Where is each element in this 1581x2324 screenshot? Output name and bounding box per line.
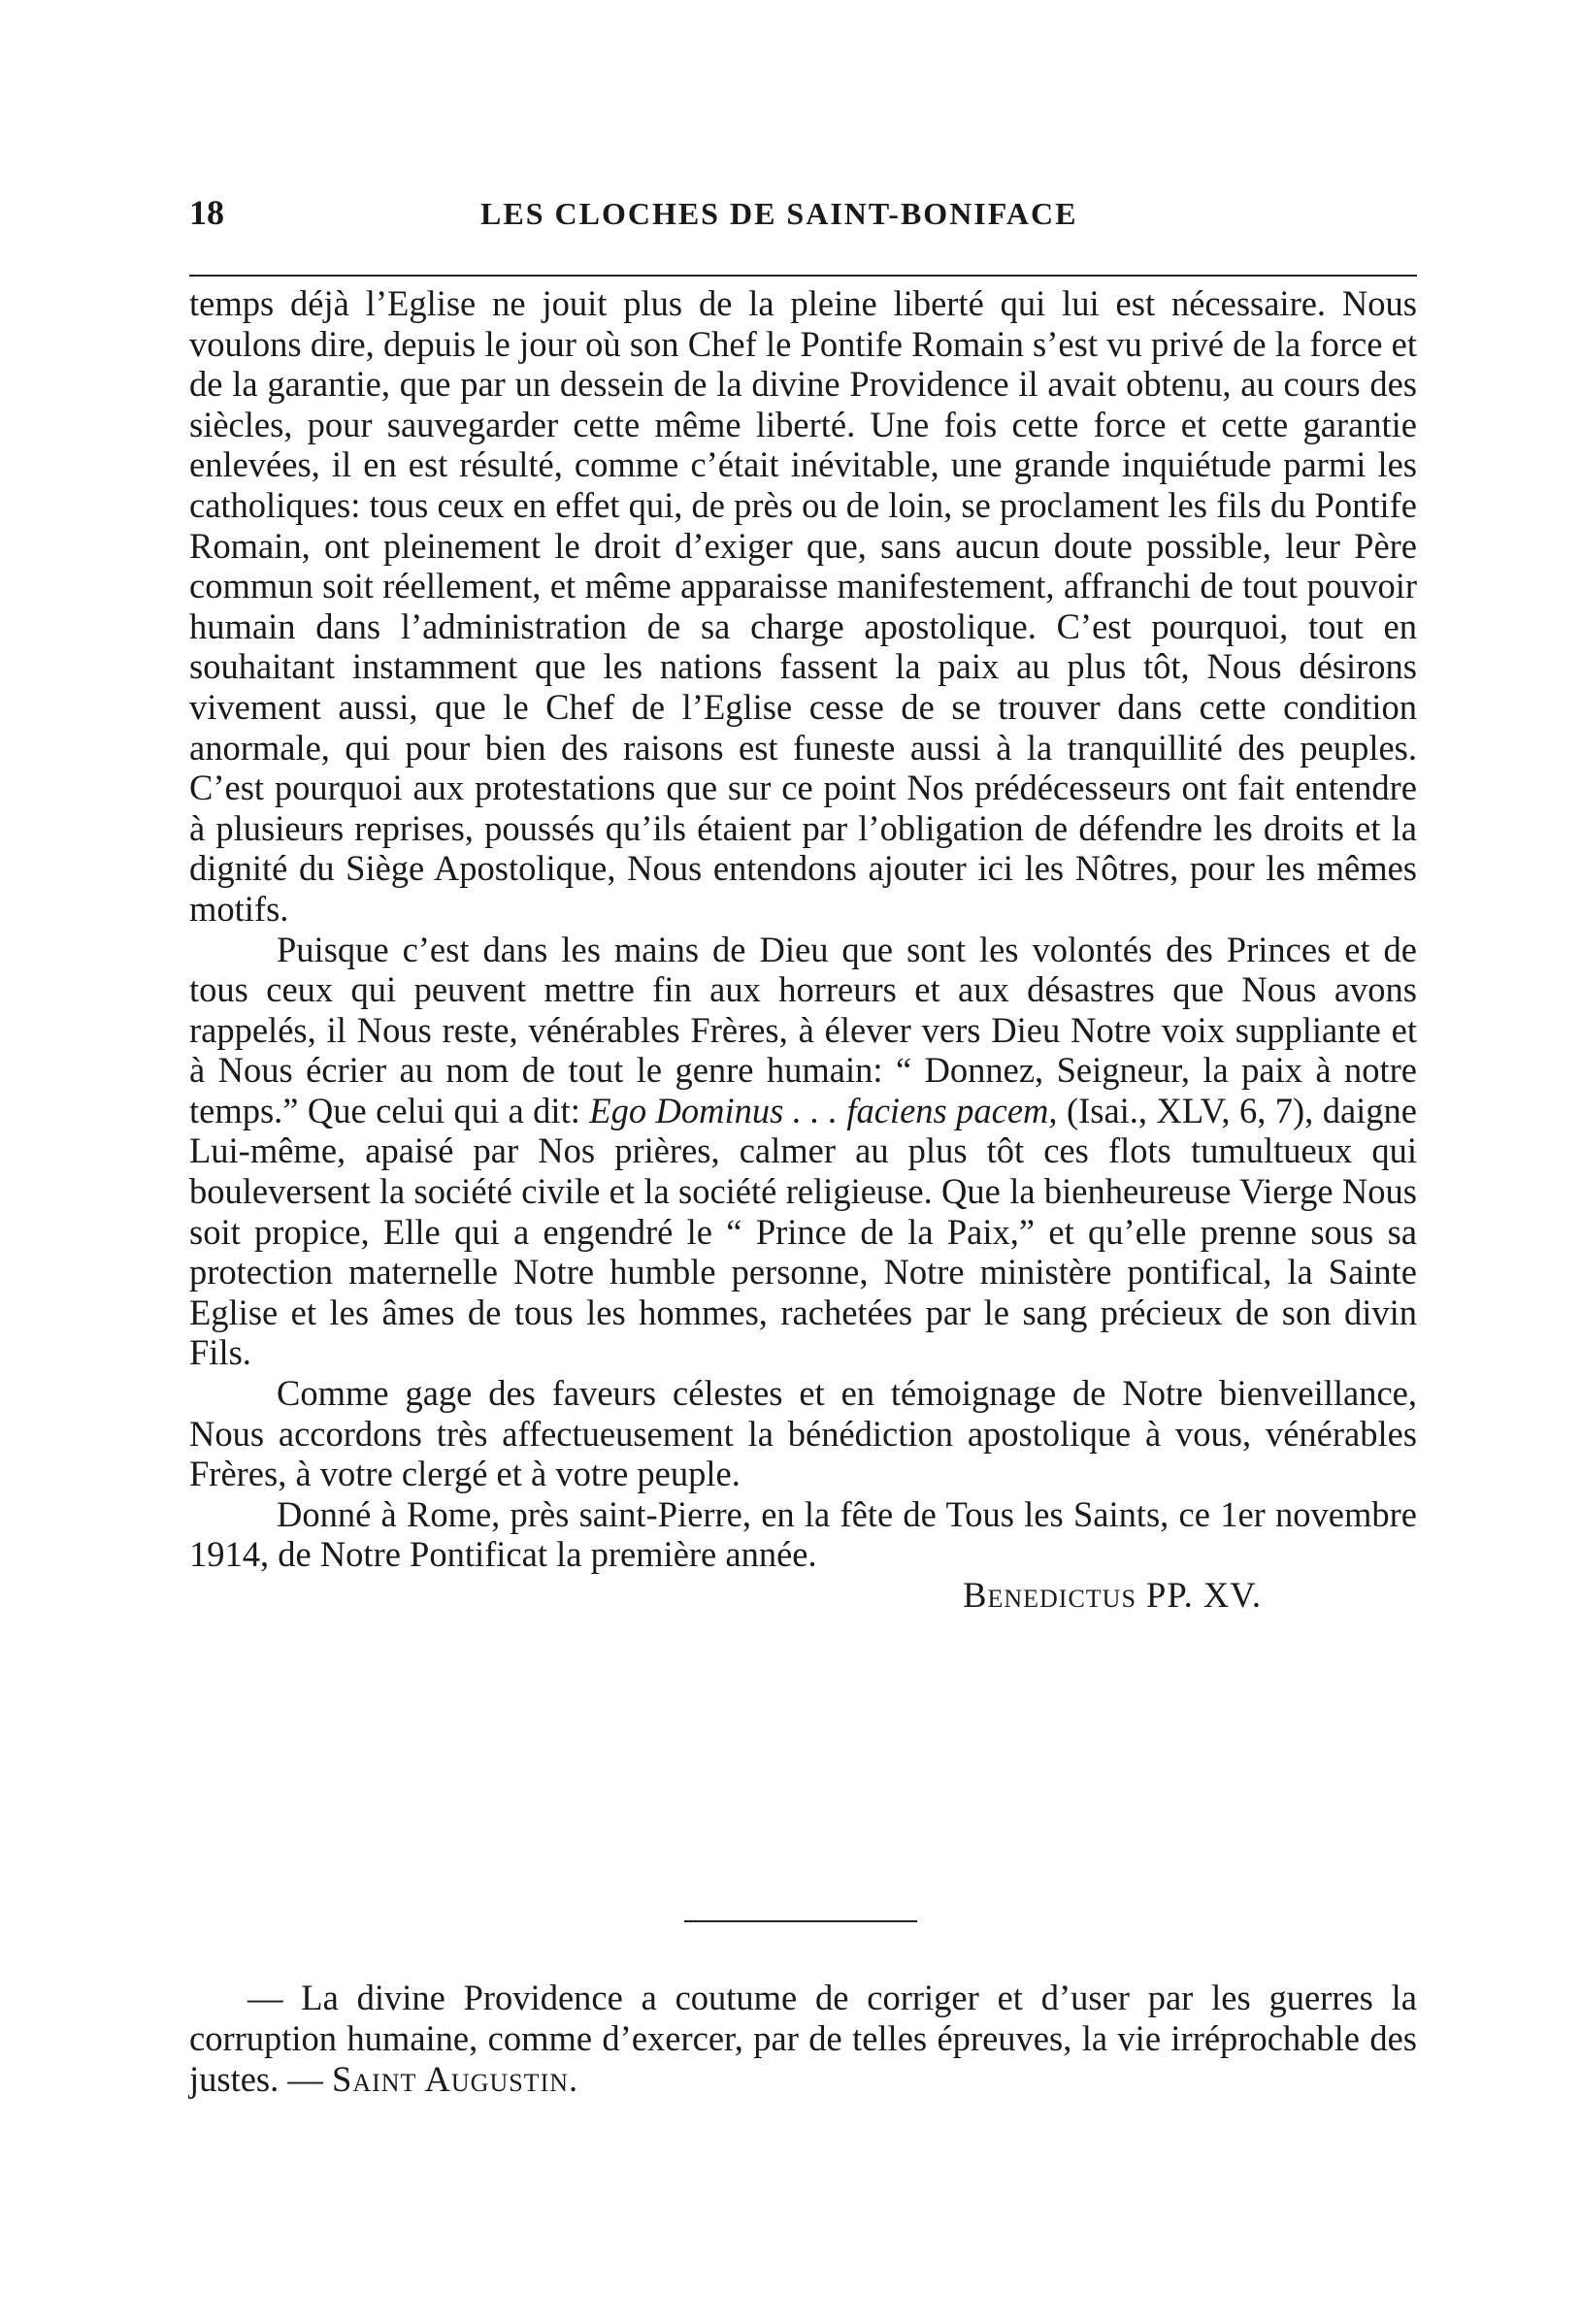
paragraph-2-text: Puisque c’est dans les mains de Dieu que sont les volontés des Princes et de tous ceux qui peuvent mettre fin aux horreurs et aux désastres que Nous avons rappelés, il Nous reste, vénérables Frères, à élever vers Dieu Notre voix suppliante et à Nous écrier au nom de tout le genre humain: “ Donnez, Seigneur, la paix à notre temps.” Que celui qui a dit: (189, 929, 1417, 1130)
paragraph-3: Comme gage des faveurs célestes et en témoignage de Notre bienveillance, Nous accordons très affectueusement la bénédiction apostolique à vous, vénérables Frères, à votre clergé et à votre peuple. (189, 1373, 1417, 1494)
paragraph-2 (189, 930, 1417, 1374)
header-rule (189, 275, 1417, 277)
paragraph-4: Donné à Rome, près saint-Pierre, en la fête de Tous les Saints, ce 1er novembre 1914, de Notre Pontificat la première année. (189, 1493, 1417, 1575)
paragraph-1: temps déjà l’Eglise ne jouit plus de la pleine liberté qui lui est nécessaire. Nous voulons dire, depuis le jour où son Chef le Pontife Romain s’est vu privé de la force et de la garantie, que par un dessein de la divine Providence il avait obtenu, au cours des siècles, pour sauvegarder cette même liberté. Une fois cette force et cette garantie enlevées, il en est résulté, comme c’était inévitable, une grande inquiétude parmi les catholiques: tous ceux en effet qui, de près ou de loin, se proclament les fils du Pontife Romain, ont pleinement le droit d’exiger que, sans aucun doute possible, leur Père commun soit réellement, et même apparaisse manifestement, affranchi de tout pouvoir humain dans l’administration de sa charge apostolique. C’est pourquoi, tout en souhaitant instamment que les nations fassent la paix au plus tôt, Nous désirons vivement aussi, que le Chef de l’Eglise cesse de se trouver dans cette condition anormale, qui pour bien des raisons est funeste aussi à la tranquillité des peuples. C’est pourquoi aux protestations que sur ce point Nos prédécesseurs ont fait entendre à plusieurs reprises, poussés qu’ils étaient par l’obligation de défendre les droits et la dignité du Siège Apostolique, Nous entendons ajouter ici les Nôtres, pour les mêmes motifs. (189, 283, 1417, 929)
quote-author: Saint Augustin. (332, 2059, 579, 2099)
letter-body (189, 283, 1417, 1616)
running-head (189, 192, 1412, 250)
signature: Benedictus PP. XV. (963, 1575, 1262, 1615)
latin-quote: Ego Dominus . . . faciens pacem, (589, 1090, 1058, 1130)
quote-paragraph (189, 1978, 1417, 2100)
paragraph-2-continuation: (Isai., XLV, 6, 7), daigne Lui-même, apaisé par Nos prières, calmer au plus tôt ces flots tumultueux qui bouleversent la société civile et la société religieuse. Que la bienheureuse Vierge Nous soit propice, Elle qui a engendré le “ Prince de la Paix,” et qu’elle prenne sous sa protection maternelle Notre humble personne, Notre ministère pontifical, la Sainte Eglise et les âmes de tous les hommes, rachetées par le sang précieux de son divin Fils. (189, 1090, 1417, 1373)
running-title: LES CLOCHES DE SAINT-BONIFACE (480, 196, 1078, 231)
page-number: 18 (189, 193, 224, 232)
quote-text: — La divine Providence a coutume de corriger et d’user par les guerres la corruption humaine, comme d’exercer, par de telles épreuves, la vie irréprochable des justes. — (189, 1978, 1417, 2099)
separator-rule (684, 1920, 917, 1922)
closing-quote (189, 1978, 1417, 2100)
